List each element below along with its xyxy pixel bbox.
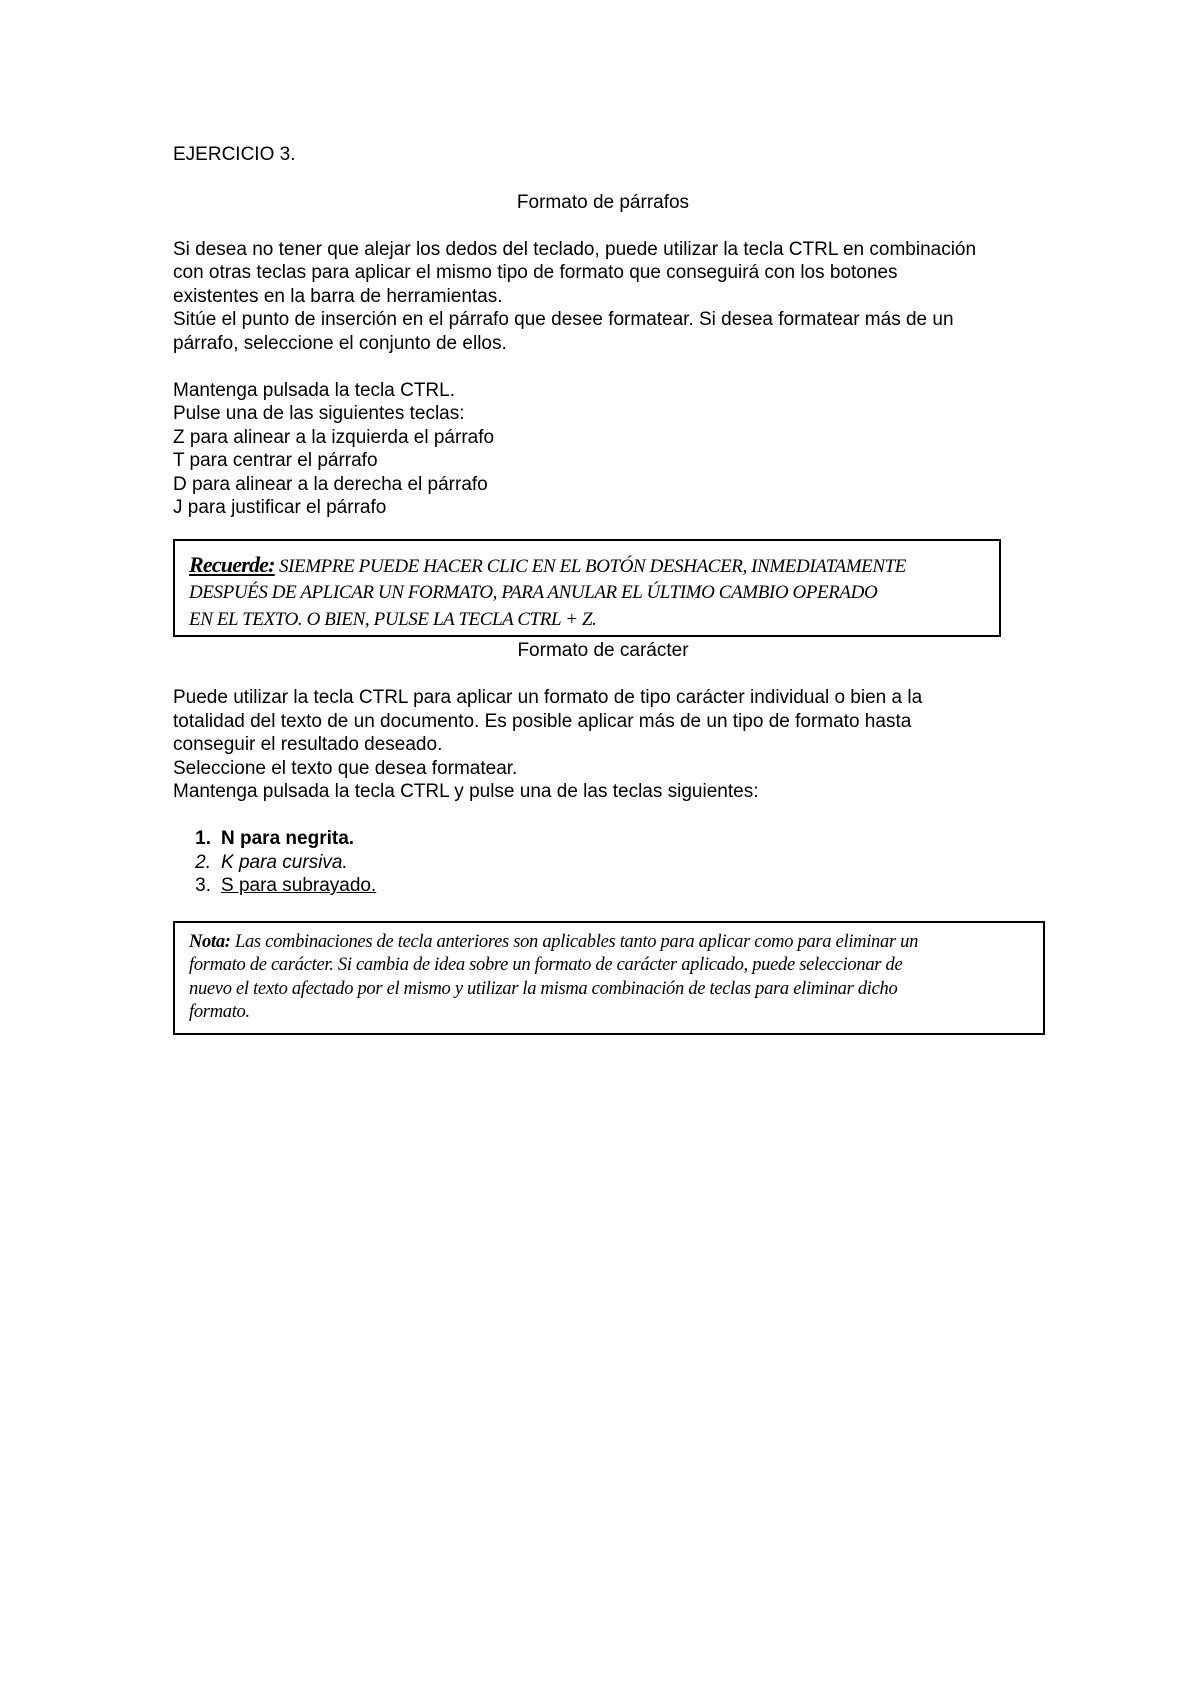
step-line: J para justificar el párrafo [173,497,387,518]
step-line: T para centrar el párrafo [173,450,378,471]
reminder-box [173,539,1001,638]
note-label: Nota: [189,931,231,952]
intro-line: Sitúe el punto de inserción en el párrafo que desee formatear. Si desea formatear más de un [173,309,954,330]
intro-line: Si desea no tener que alejar los dedos del teclado, puede utilizar la tecla CTRL en combinación [173,238,977,260]
list-item: 3. S para subrayado. [195,875,377,896]
step-line: Pulse una de las siguientes teclas: [173,403,465,424]
intro-line: Seleccione el texto que desea formatear. [173,757,518,779]
section-title-paragraph-format: Formato de párrafos [516,191,690,213]
reminder-text: DESPUÉS DE APLICAR UN FORMATO, PARA ANULAR EL ÚLTIMO CAMBIO OPERADO [189,582,878,603]
note-text: formato. [189,1002,250,1022]
step-line: D para alinear a la derecha el párrafo [173,473,488,495]
step-line: Z para alinear a la izquierda el párrafo [173,426,495,448]
paragraph-format-intro [173,238,1053,356]
reminder-text: EN EL TEXTO. O BIEN, PULSE LA TECLA CTRL + Z. [189,608,597,630]
list-item: 1. N para negrita. [195,828,355,849]
format-shortcut-list [173,827,1053,898]
note-text: Las combinaciones de tecla anteriores son aplicables tanto para aplicar como para eliminar un [230,931,919,952]
note-text: formato de carácter. Si cambia de idea sobre un formato de carácter aplicado, puede seleccionar de [189,955,903,975]
list-item: 2. K para cursiva. [195,851,348,873]
character-format-intro [173,686,1053,804]
exercise-title: EJERCICIO 3. [173,144,296,165]
intro-line: Mantenga pulsada la tecla CTRL y pulse una de las teclas siguientes: [173,781,759,802]
reminder-label: Recuerde: [189,551,275,577]
step-line: Mantenga pulsada la tecla CTRL. [173,379,455,401]
note-box [173,921,1045,1035]
intro-line: totalidad del texto de un documento. Es posible aplicar más de un tipo de formato hasta [173,710,912,732]
intro-line: con otras teclas para aplicar el mismo tipo de formato que conseguirá con los botones [173,262,898,283]
reminder-text: SIEMPRE PUEDE HACER CLIC EN EL BOTÓN DESHACER, INMEDIATAMENTE [274,555,907,577]
intro-line: párrafo, seleccione el conjunto de ellos. [173,332,507,354]
paragraph-format-steps [173,379,1053,520]
section-title-character-format: Formato de carácter [517,640,689,661]
document-content [173,143,1053,1035]
intro-line: Puede utilizar la tecla CTRL para aplicar un formato de tipo carácter individual o bien a la [173,687,923,708]
intro-line: existentes en la barra de herramientas. [173,285,503,307]
note-text: nuevo el texto afectado por el mismo y utilizar la misma combinación de teclas para eliminar dicho [189,978,898,999]
intro-line: conseguir el resultado deseado. [173,734,443,755]
